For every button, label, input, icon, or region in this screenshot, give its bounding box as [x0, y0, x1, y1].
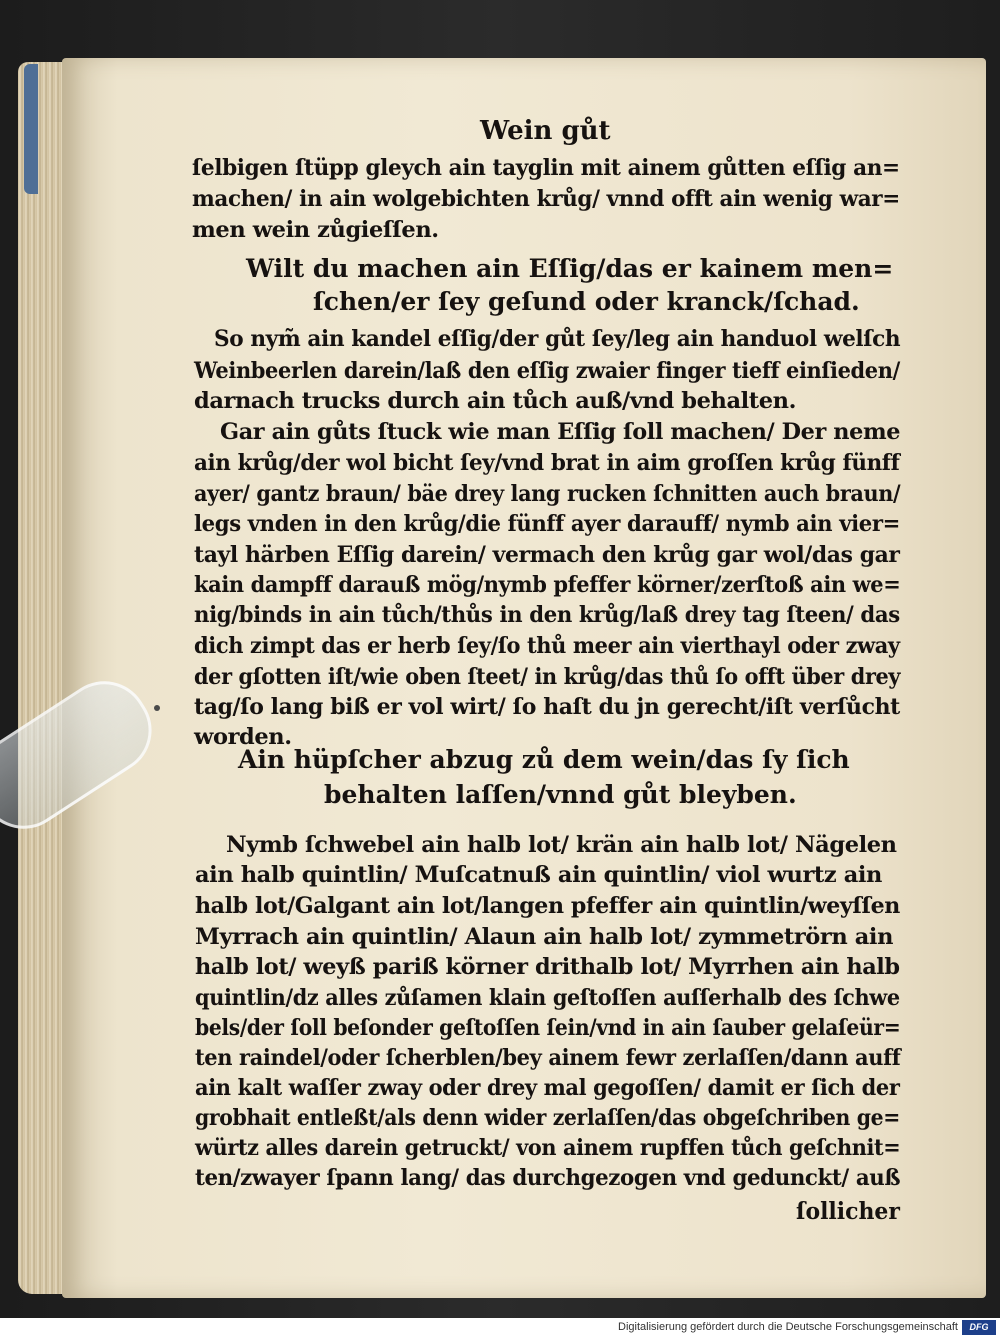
- text-line: ten raindel/oder ſcherblen/bey ainem fewr zerlaſſen/dann auff: [195, 1045, 901, 1071]
- text-line: So nym̃ ain kandel eſſig/der gůt ſey/leg ain handuol welſch: [214, 326, 901, 352]
- page-speck: [154, 705, 160, 711]
- funding-notice: Digitalisierung gefördert durch die Deutsche Forschungsgemeinschaft: [618, 1321, 958, 1333]
- text-line: darnach trucks durch ain tůch auß/vnd behalten.: [194, 388, 797, 414]
- footer-bar: [0, 1318, 1000, 1338]
- text-line: machen/ in ain wolgebichten krůg/ vnnd offt ain wenig war=: [192, 186, 900, 212]
- text-line: legs vnden in den krůg/die fünff ayer darauff/ nymb ain vier=: [194, 511, 901, 537]
- text-line: ten/zwayer ſpann lang/ das durchgezogen vnd gedunckt/ auß: [195, 1165, 901, 1191]
- text-line: halb lot/ weyß pariß körner drithalb lot/ Myrrhen ain halb: [195, 954, 900, 980]
- section-heading: Wilt du machen ain Eſſig/das er kainem men=: [246, 254, 894, 283]
- text-line: tag/ſo lang biß er vol wirt/ ſo haſt du jn gerecht/iſt verſůcht: [194, 694, 900, 720]
- text-line: dich zimpt das er herb ſey/ſo thů meer ain vierthayl oder zway: [194, 633, 900, 659]
- catchword: ſollicher: [796, 1198, 900, 1225]
- text-line: Weinbeerlen darein/laß den eſſig zwaier finger tieff einſieden/: [194, 358, 900, 384]
- text-line: men wein zůgieſſen.: [192, 217, 439, 243]
- text-line: kain dampff darauß mög/nymb pfeffer körner/zerſtoß ain we=: [194, 572, 901, 598]
- text-line: der gſotten iſt/wie oben ſteet/ in krůg/das thů ſo offt über drey: [194, 664, 901, 690]
- section-heading: behalten laſſen/vnnd gůt bleyben.: [324, 780, 797, 809]
- text-line: worden.: [194, 724, 292, 750]
- text-line: bels/der ſoll beſonder geſtoſſen ſein/vnd in ain ſauber gelaſeür=: [195, 1015, 901, 1041]
- running-head: Wein gůt: [480, 116, 611, 146]
- text-line: würtz alles darein getruckt/ von ainem rupffen tůch geſchnit=: [195, 1135, 901, 1161]
- book-cover-edge: [24, 64, 38, 194]
- text-line: Nymb ſchwebel ain halb lot/ krän ain halb lot/ Nägelen: [226, 832, 897, 858]
- text-line: grobhait entleßt/als denn wider zerlaſſen/das obgeſchriben ge=: [195, 1105, 900, 1131]
- text-line: tayl härben Eſſig darein/ vermach den krůg gar wol/das gar: [194, 542, 900, 568]
- text-line: ayer/ gantz braun/ bäe drey lang rucken ſchnitten auch braun/: [194, 481, 901, 507]
- text-line: ain krůg/der wol bicht ſey/vnd brat in aim groſſen krůg fünff: [194, 450, 900, 476]
- text-line: nig/binds in ain tůch/thůs in den krůg/laß drey tag ſteen/ das: [194, 602, 900, 628]
- dfg-logo: DFG: [962, 1320, 996, 1335]
- section-heading: ſchen/er ſey geſund oder kranck/ſchad.: [313, 287, 860, 316]
- text-line: halb lot/Galgant ain lot/langen pfeffer ain quintlin/weyſſen: [195, 893, 900, 919]
- text-line: ain halb quintlin/ Muſcatnuß ain quintlin/ viol wurtz ain: [195, 862, 883, 888]
- text-line: quintlin/dz alles zůſamen klain geſtoſſen auſſerhalb des ſchwe: [195, 985, 900, 1011]
- section-heading: Ain hüpſcher abzug zů dem wein/das ſy ſich: [238, 745, 850, 774]
- text-line: Myrrach ain quintlin/ Alaun ain halb lot/ zymmetrörn ain: [195, 924, 894, 950]
- text-line: ain kalt waſſer zway oder drey mal gegoſſen/ damit er ſich der: [195, 1075, 900, 1101]
- text-line: ſelbigen ſtüpp gleych ain tayglin mit ainem gůtten eſſig an=: [192, 155, 900, 181]
- text-line: Gar ain gůts ſtuck wie man Eſſig ſoll machen/ Der neme: [220, 419, 901, 445]
